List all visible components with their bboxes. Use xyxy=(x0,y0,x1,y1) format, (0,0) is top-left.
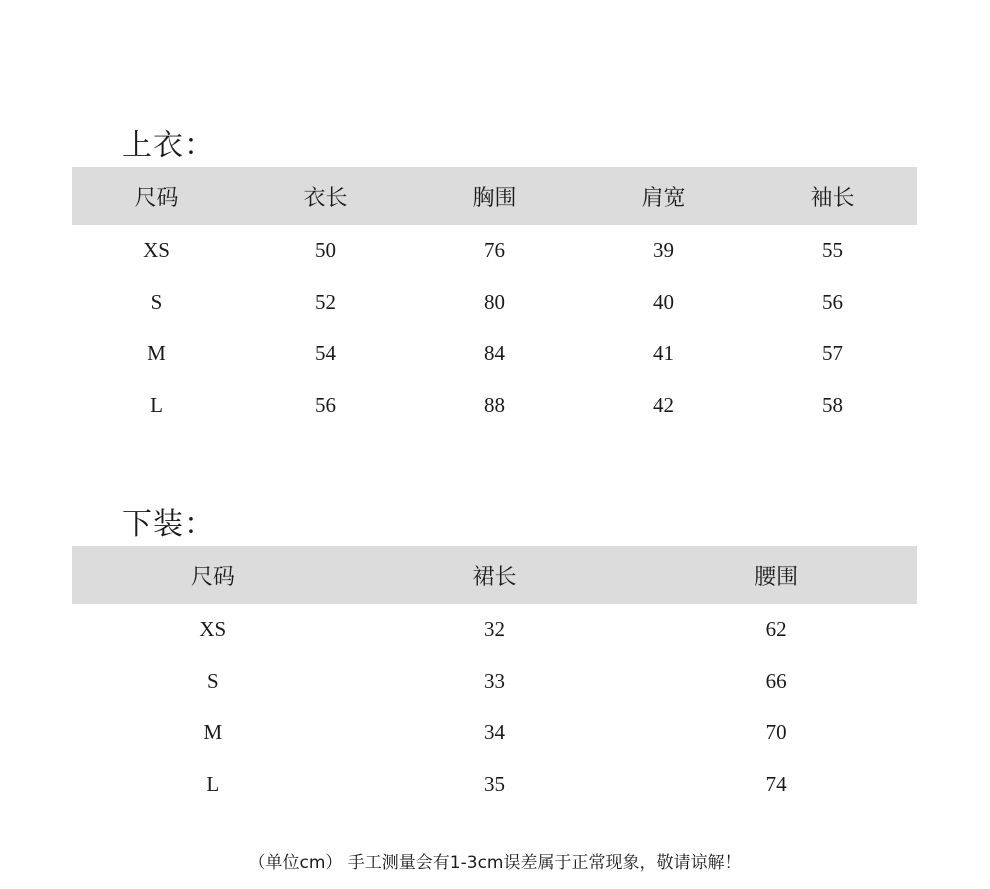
table-cell: 84 xyxy=(484,341,505,366)
table-cell: 57 xyxy=(822,341,843,366)
table-cell: 56 xyxy=(822,289,843,314)
table-cell: 58 xyxy=(822,392,843,417)
measurement-note: （单位cm） 手工测量会有1-3cm误差属于正常现象，敬请谅解！ xyxy=(248,853,742,873)
table-cell: L xyxy=(206,771,220,796)
table-cell: 50 xyxy=(315,238,336,263)
table-row xyxy=(72,225,917,277)
table-header-row xyxy=(72,546,917,604)
table-row xyxy=(72,707,917,759)
table-cell: 32 xyxy=(483,617,505,642)
table-row xyxy=(72,759,917,811)
table-cell: 76 xyxy=(484,238,505,263)
bottom-size-table xyxy=(72,546,917,810)
table-row xyxy=(72,380,917,432)
table-cell: 54 xyxy=(315,341,336,366)
table-cell: 70 xyxy=(765,720,787,745)
table-cell: XS xyxy=(199,617,227,642)
table-cell: 34 xyxy=(483,720,505,745)
table-header-row xyxy=(72,167,917,225)
top-section-title: 上衣： xyxy=(122,128,215,163)
table-cell: 33 xyxy=(483,668,505,693)
table-row xyxy=(72,604,917,656)
table-cell: 42 xyxy=(653,392,674,417)
table-row xyxy=(72,277,917,329)
bottom-section-title: 下装： xyxy=(122,507,215,542)
table-cell: 41 xyxy=(653,341,674,366)
header-chest: 胸围 xyxy=(472,185,517,211)
table-cell: S xyxy=(206,668,219,693)
table-cell: XS xyxy=(143,238,170,263)
table-cell: 66 xyxy=(765,668,787,693)
header-size: 尺码 xyxy=(134,185,179,211)
table-cell: M xyxy=(147,341,166,366)
table-cell: 88 xyxy=(484,392,505,417)
top-size-table xyxy=(72,167,917,431)
table-cell: 35 xyxy=(483,771,505,796)
table-cell: 80 xyxy=(484,289,505,314)
header-size: 尺码 xyxy=(190,564,235,590)
table-cell: S xyxy=(150,289,163,314)
table-cell: 74 xyxy=(765,771,787,796)
table-row xyxy=(72,656,917,708)
table-cell: M xyxy=(203,720,223,745)
header-shoulder: 肩宽 xyxy=(641,185,686,211)
header-sleeve: 袖长 xyxy=(810,185,855,211)
header-waist: 腰围 xyxy=(754,564,799,590)
table-cell: L xyxy=(150,392,163,417)
header-skirt-length: 裙长 xyxy=(472,564,517,590)
table-cell: 62 xyxy=(765,617,787,642)
table-cell: 56 xyxy=(315,392,336,417)
table-cell: 52 xyxy=(315,289,336,314)
table-cell: 40 xyxy=(653,289,674,314)
header-length: 衣长 xyxy=(303,185,348,211)
table-row xyxy=(72,328,917,380)
table-cell: 55 xyxy=(822,238,843,263)
table-cell: 39 xyxy=(653,238,674,263)
